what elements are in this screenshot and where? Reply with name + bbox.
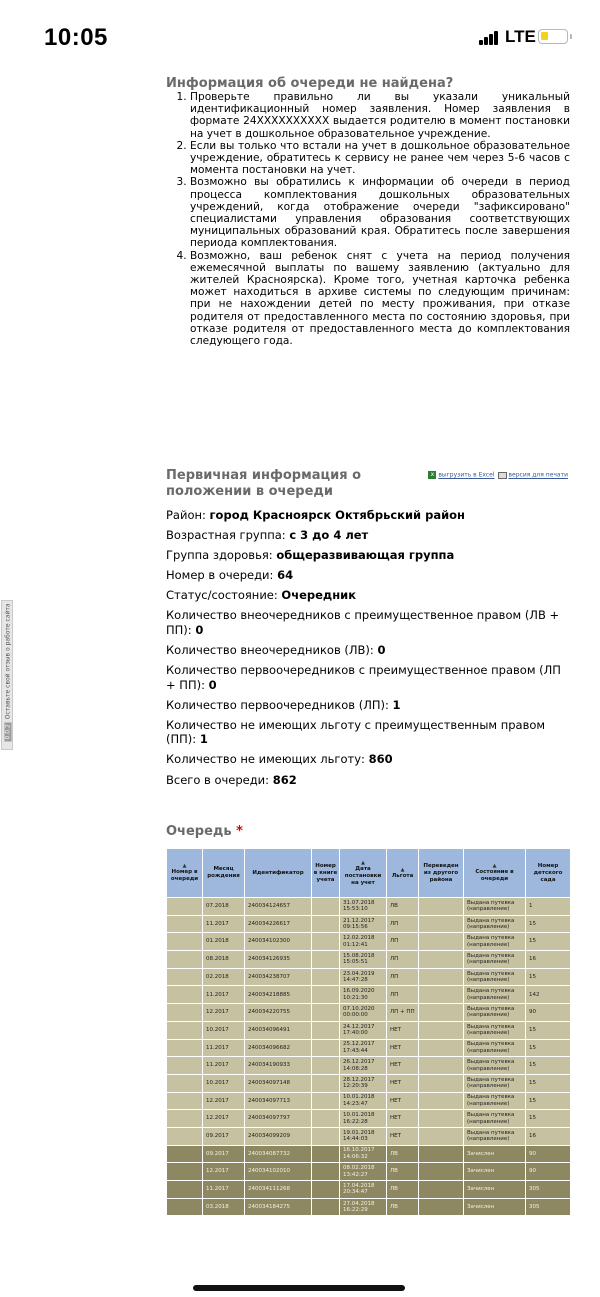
cell-book-number: [312, 951, 340, 969]
cell-kindergarten-number: 305: [526, 1181, 571, 1199]
col-transferred[interactable]: Переведен из другого района: [419, 849, 464, 898]
cell-identifier: 240034184275: [245, 1198, 312, 1216]
cell-identifier: 240034099209: [245, 1127, 312, 1145]
cell-birth-month: 10.2017: [203, 1021, 245, 1039]
cell-kindergarten-number: 15: [526, 915, 571, 933]
cell-identifier: 240034097148: [245, 1074, 312, 1092]
cell-queue-state: Зачислен: [464, 1198, 526, 1216]
cell-identifier: 240034190933: [245, 1057, 312, 1075]
info-pp-count: Количество не имеющих льготу с преимущественным правом (ПП): 1: [166, 717, 546, 747]
cell-queue-state: Выдана путевка (направление): [464, 1004, 526, 1022]
cell-queue-state: Выдана путевка (направление): [464, 1074, 526, 1092]
info-queue-number: Номер в очереди: 64: [166, 568, 294, 583]
cell-benefit: ЛВ: [387, 1181, 419, 1199]
cell-queue-number: [167, 1127, 203, 1145]
cell-benefit: ЛП: [387, 933, 419, 951]
table-row: [167, 951, 571, 969]
table-row: [167, 1004, 571, 1022]
cell-birth-month: 11.2017: [203, 1057, 245, 1075]
col-benefit[interactable]: ▲ Льгота: [387, 849, 419, 898]
cell-identifier: 240034102300: [245, 933, 312, 951]
cell-transferred: [419, 898, 464, 916]
excel-icon: x: [428, 471, 436, 479]
not-found-list: [166, 91, 570, 347]
export-links: [428, 471, 568, 479]
table-row: [167, 1021, 571, 1039]
cell-registration-date: 10.01.2018 14:23:47: [340, 1092, 387, 1110]
cell-transferred: [419, 1092, 464, 1110]
cell-kindergarten-number: 305: [526, 1198, 571, 1216]
cell-book-number: [312, 1039, 340, 1057]
cell-transferred: [419, 986, 464, 1004]
cell-registration-date: 10.01.2018 16:22:28: [340, 1110, 387, 1128]
cell-queue-number: [167, 1021, 203, 1039]
not-found-item: 2. Если вы только что встали на учет в дошкольное образовательное учреждение, обратитесь к сервису не ранее чем через 5-6 часов с момента постановки на учет.: [190, 140, 570, 177]
cell-registration-date: 16.10.2017 14:06:32: [340, 1145, 387, 1163]
cell-queue-number: [167, 1057, 203, 1075]
cell-benefit: ЛП: [387, 915, 419, 933]
home-indicator[interactable]: [193, 1285, 405, 1291]
cell-queue-number: [167, 1004, 203, 1022]
cell-transferred: [419, 1110, 464, 1128]
cell-identifier: 240034126935: [245, 951, 312, 969]
not-found-title: Информация об очереди не найдена?: [166, 76, 454, 91]
cell-identifier: 240034102010: [245, 1163, 312, 1181]
cell-benefit: ЛП: [387, 986, 419, 1004]
table-row: [167, 1110, 571, 1128]
queue-table: [166, 848, 571, 1216]
table-row: [167, 986, 571, 1004]
cell-registration-date: 12.02.2018 01:12:41: [340, 933, 387, 951]
cell-benefit: ЛВ: [387, 1163, 419, 1181]
cell-benefit: ЛВ: [387, 1145, 419, 1163]
cell-transferred: [419, 1074, 464, 1092]
cell-transferred: [419, 1127, 464, 1145]
cell-registration-date: 24.12.2017 17:40:00: [340, 1021, 387, 1039]
cell-queue-number: [167, 951, 203, 969]
table-row: [167, 1074, 571, 1092]
cell-birth-month: 10.2017: [203, 1074, 245, 1092]
cell-transferred: [419, 1021, 464, 1039]
feedback-tab[interactable]: [1, 600, 13, 750]
cell-book-number: [312, 1004, 340, 1022]
cell-book-number: [312, 1021, 340, 1039]
cell-benefit: НЕТ: [387, 1110, 419, 1128]
sort-arrow-icon: ▲: [400, 866, 405, 873]
primary-info-fields: [166, 508, 570, 793]
cell-transferred: [419, 1057, 464, 1075]
cell-benefit: ЛП: [387, 951, 419, 969]
cell-identifier: 240034238707: [245, 968, 312, 986]
sort-arrow-icon: ▲: [361, 859, 365, 866]
not-found-item: 1. Проверьте правильно ли вы указали уникальный идентификационный номер заявления. Номер заявления в формате 24XXXXXXXXXX выдается родителю в момент постановки на учет в дошкольное образовательное учреждение.: [190, 91, 570, 140]
table-row: [167, 1181, 571, 1199]
info-no-benefit-count: Количество не имеющих льготу: 860: [166, 752, 393, 767]
cell-birth-month: 03.2018: [203, 1198, 245, 1216]
cell-book-number: [312, 1163, 340, 1181]
cell-birth-month: 12.2017: [203, 1163, 245, 1181]
cell-kindergarten-number: 16: [526, 951, 571, 969]
cell-birth-month: 08.2018: [203, 951, 245, 969]
status-bar: [0, 0, 600, 80]
cell-transferred: [419, 933, 464, 951]
queue-header-row: [167, 849, 571, 898]
cell-queue-state: Выдана путевка (направление): [464, 986, 526, 1004]
feedback-text: Оставьте свой отзыв о работе сайта: [4, 603, 12, 720]
status-time: 10:05: [44, 24, 108, 51]
cell-kindergarten-number: 90: [526, 1145, 571, 1163]
queue-body: [167, 898, 571, 1216]
cell-kindergarten-number: 15: [526, 1074, 571, 1092]
cell-kindergarten-number: 16: [526, 1127, 571, 1145]
export-excel-link[interactable]: выгрузить в Excel: [438, 471, 495, 479]
cell-book-number: [312, 1110, 340, 1128]
cell-birth-month: 11.2017: [203, 915, 245, 933]
cell-queue-number: [167, 1145, 203, 1163]
info-lp-pp-count: Количество первоочередников с преимущественное правом (ЛП + ПП): 0: [166, 663, 561, 692]
cell-kindergarten-number: 15: [526, 1057, 571, 1075]
cell-benefit: НЕТ: [387, 1092, 419, 1110]
cell-identifier: 240034097797: [245, 1110, 312, 1128]
info-lv-pp-count: Количество внеочередников с преимущественное правом (ЛВ + ПП): 0: [166, 608, 560, 637]
cell-benefit: ЛП: [387, 968, 419, 986]
cell-registration-date: 16.09.2020 10:21:30: [340, 986, 387, 1004]
cell-birth-month: 12.2017: [203, 1092, 245, 1110]
cell-book-number: [312, 1127, 340, 1145]
network-type: LTE: [505, 27, 536, 46]
col-kindergarten-number[interactable]: Номер детского сада: [526, 849, 571, 898]
info-status: Статус/состояние: Очередник: [166, 588, 357, 603]
cell-transferred: [419, 968, 464, 986]
signal-icon: [479, 31, 499, 45]
cell-queue-state: Выдана путевка (направление): [464, 968, 526, 986]
cell-queue-state: Зачислен: [464, 1181, 526, 1199]
cell-birth-month: 12.2017: [203, 1004, 245, 1022]
cell-identifier: 240034220755: [245, 1004, 312, 1022]
battery-icon: [538, 29, 568, 44]
cell-birth-month: 09.2017: [203, 1127, 245, 1145]
cell-identifier: 240034124657: [245, 898, 312, 916]
cell-benefit: НЕТ: [387, 1057, 419, 1075]
not-found-item: 4. Возможно, ваш ребенок снят с учета на период получения ежемесячной выплаты по вашему заявлению (актуально для жителей Красноярска). Кроме того, учетная карточка ребенка может находиться в архиве системы по следующим причинам: при не нахождении детей по месту проживания, при отказе родителя от предоставленного места по состоянию здоровья, при отказе родителя от предоставленного места до комплектования следующего года.: [190, 250, 570, 348]
cell-kindergarten-number: 15: [526, 1110, 571, 1128]
cell-identifier: 240034087732: [245, 1145, 312, 1163]
queue-title: Очередь *: [166, 824, 243, 839]
sort-arrow-icon: ▲: [182, 863, 187, 869]
cell-queue-state: Выдана путевка (направление): [464, 1127, 526, 1145]
cell-identifier: 240034111268: [245, 1181, 312, 1199]
col-queue-state[interactable]: ▲ Состояние в очереди: [464, 849, 526, 898]
cell-queue-number: [167, 1074, 203, 1092]
cell-registration-date: 26.12.2017 14:08:28: [340, 1057, 387, 1075]
col-registration-date[interactable]: ▲ Дата постановки на учет: [340, 849, 387, 898]
info-district: Район: город Красноярск Октябрьский район: [166, 508, 465, 522]
table-row: [167, 1039, 571, 1057]
table-row: [167, 898, 571, 916]
info-age-group: Возрастная группа: с 3 до 4 лет: [166, 528, 369, 543]
col-queue-number[interactable]: ▲ Номер в очереди: [167, 849, 203, 898]
col-identifier[interactable]: Идентификатор: [245, 849, 312, 898]
cell-queue-state: Выдана путевка (направление): [464, 915, 526, 933]
info-health-group: Группа здоровья: общеразвивающая группа: [166, 548, 455, 563]
cell-transferred: [419, 915, 464, 933]
cell-queue-number: [167, 986, 203, 1004]
cell-queue-number: [167, 915, 203, 933]
cell-queue-state: Выдана путевка (направление): [464, 898, 526, 916]
col-birth-month[interactable]: Месяц рождения: [203, 849, 245, 898]
not-found-item: 3. Возможно вы обратились к информации об очереди в период процесса комплектования дошкольных образовательных учреждений, когда отображение очереди "зафиксировано" специалистами управления образования соответствующих муниципальных образований края. Обратитесь после завершения периода комплектования.: [190, 176, 570, 249]
cell-benefit: ЛВ: [387, 898, 419, 916]
cell-book-number: [312, 898, 340, 916]
cell-book-number: [312, 968, 340, 986]
cell-kindergarten-number: 15: [526, 1092, 571, 1110]
cell-transferred: [419, 1181, 464, 1199]
cell-identifier: 240034226617: [245, 915, 312, 933]
battery-tip: [570, 34, 572, 39]
cell-queue-number: [167, 1198, 203, 1216]
main-content: [166, 76, 570, 1214]
cell-identifier: 240034096491: [245, 1021, 312, 1039]
primary-info-header: [166, 468, 570, 508]
cell-queue-number: [167, 898, 203, 916]
sort-arrow-icon: ▲: [492, 863, 497, 869]
cell-transferred: [419, 1163, 464, 1181]
cell-registration-date: 17.04.2018 20:34:47: [340, 1181, 387, 1199]
cell-registration-date: 19.01.2018 14:44:03: [340, 1127, 387, 1145]
table-row: [167, 1092, 571, 1110]
cell-identifier: 240034096682: [245, 1039, 312, 1057]
table-row: [167, 1163, 571, 1181]
info-total-count: Всего в очереди: 862: [166, 772, 297, 787]
cell-birth-month: 09.2017: [203, 1145, 245, 1163]
table-row: [167, 1198, 571, 1216]
cell-transferred: [419, 951, 464, 969]
cell-queue-state: Зачислен: [464, 1163, 526, 1181]
cell-birth-month: 02.2018: [203, 968, 245, 986]
cell-book-number: [312, 1057, 340, 1075]
cell-benefit: НЕТ: [387, 1021, 419, 1039]
cell-queue-state: Выдана путевка (направление): [464, 1057, 526, 1075]
cell-queue-state: Выдана путевка (направление): [464, 1110, 526, 1128]
cell-book-number: [312, 1092, 340, 1110]
col-book-number[interactable]: Номер в книге учета: [312, 849, 340, 898]
cell-registration-date: 15.08.2018 15:05:51: [340, 951, 387, 969]
cell-identifier: 240034218885: [245, 986, 312, 1004]
cell-transferred: [419, 1198, 464, 1216]
cell-birth-month: 12.2017: [203, 1110, 245, 1128]
cell-kindergarten-number: 15: [526, 968, 571, 986]
table-row: [167, 1145, 571, 1163]
cell-queue-state: Выдана путевка (направление): [464, 1039, 526, 1057]
cell-benefit: НЕТ: [387, 1039, 419, 1057]
cell-registration-date: 07.10.2020 00:00:00: [340, 1004, 387, 1022]
cell-kindergarten-number: 15: [526, 1039, 571, 1057]
cell-queue-state: Выдана путевка (направление): [464, 951, 526, 969]
cell-kindergarten-number: 90: [526, 1004, 571, 1022]
table-row: [167, 933, 571, 951]
cell-transferred: [419, 1004, 464, 1022]
cell-queue-number: [167, 1163, 203, 1181]
feedback-badge: 0.0.2: [4, 724, 12, 740]
cell-queue-number: [167, 933, 203, 951]
cell-queue-number: [167, 1092, 203, 1110]
cell-birth-month: 01.2018: [203, 933, 245, 951]
cell-birth-month: 11.2017: [203, 1039, 245, 1057]
cell-book-number: [312, 1181, 340, 1199]
cell-benefit: НЕТ: [387, 1127, 419, 1145]
cell-registration-date: 08.02.2018 13:42:27: [340, 1163, 387, 1181]
cell-queue-state: Выдана путевка (направление): [464, 933, 526, 951]
cell-registration-date: 28.12.2017 12:20:39: [340, 1074, 387, 1092]
cell-benefit: ЛВ: [387, 1198, 419, 1216]
print-version-link[interactable]: версия для печати: [508, 471, 568, 479]
cell-transferred: [419, 1145, 464, 1163]
cell-registration-date: 25.12.2017 17:43:44: [340, 1039, 387, 1057]
cell-kindergarten-number: 15: [526, 1021, 571, 1039]
cell-book-number: [312, 915, 340, 933]
cell-kindergarten-number: 1: [526, 898, 571, 916]
cell-book-number: [312, 1145, 340, 1163]
cell-kindergarten-number: 15: [526, 933, 571, 951]
table-row: [167, 1057, 571, 1075]
required-mark: *: [236, 824, 243, 839]
cell-birth-month: 07.2018: [203, 898, 245, 916]
table-row: [167, 1127, 571, 1145]
cell-transferred: [419, 1039, 464, 1057]
primary-info-title: Первичная информация о положении в очереди: [166, 468, 362, 499]
info-lp-count: Количество первоочередников (ЛП): 1: [166, 697, 401, 712]
cell-registration-date: 27.04.2018 16:22:29: [340, 1198, 387, 1216]
table-row: [167, 915, 571, 933]
cell-book-number: [312, 1074, 340, 1092]
print-icon: [498, 472, 507, 479]
cell-registration-date: 23.04.2019 14:47:28: [340, 968, 387, 986]
cell-birth-month: 11.2017: [203, 1181, 245, 1199]
cell-queue-state: Выдана путевка (направление): [464, 1021, 526, 1039]
cell-queue-number: [167, 968, 203, 986]
cell-identifier: 240034097713: [245, 1092, 312, 1110]
cell-queue-number: [167, 1110, 203, 1128]
cell-queue-state: Зачислен: [464, 1145, 526, 1163]
table-row: [167, 968, 571, 986]
cell-queue-state: Выдана путевка (направление): [464, 1092, 526, 1110]
info-lv-count: Количество внеочередников (ЛВ): 0: [166, 643, 386, 658]
cell-book-number: [312, 1198, 340, 1216]
cell-queue-number: [167, 1039, 203, 1057]
cell-book-number: [312, 933, 340, 951]
cell-birth-month: 11.2017: [203, 986, 245, 1004]
cell-benefit: НЕТ: [387, 1074, 419, 1092]
cell-registration-date: 31.07.2018 15:53:10: [340, 898, 387, 916]
cell-queue-number: [167, 1181, 203, 1199]
cell-kindergarten-number: 142: [526, 986, 571, 1004]
cell-benefit: ЛП + ПП: [387, 1004, 419, 1022]
cell-registration-date: 21.12.2017 09:15:56: [340, 915, 387, 933]
cell-book-number: [312, 986, 340, 1004]
cell-kindergarten-number: 90: [526, 1163, 571, 1181]
